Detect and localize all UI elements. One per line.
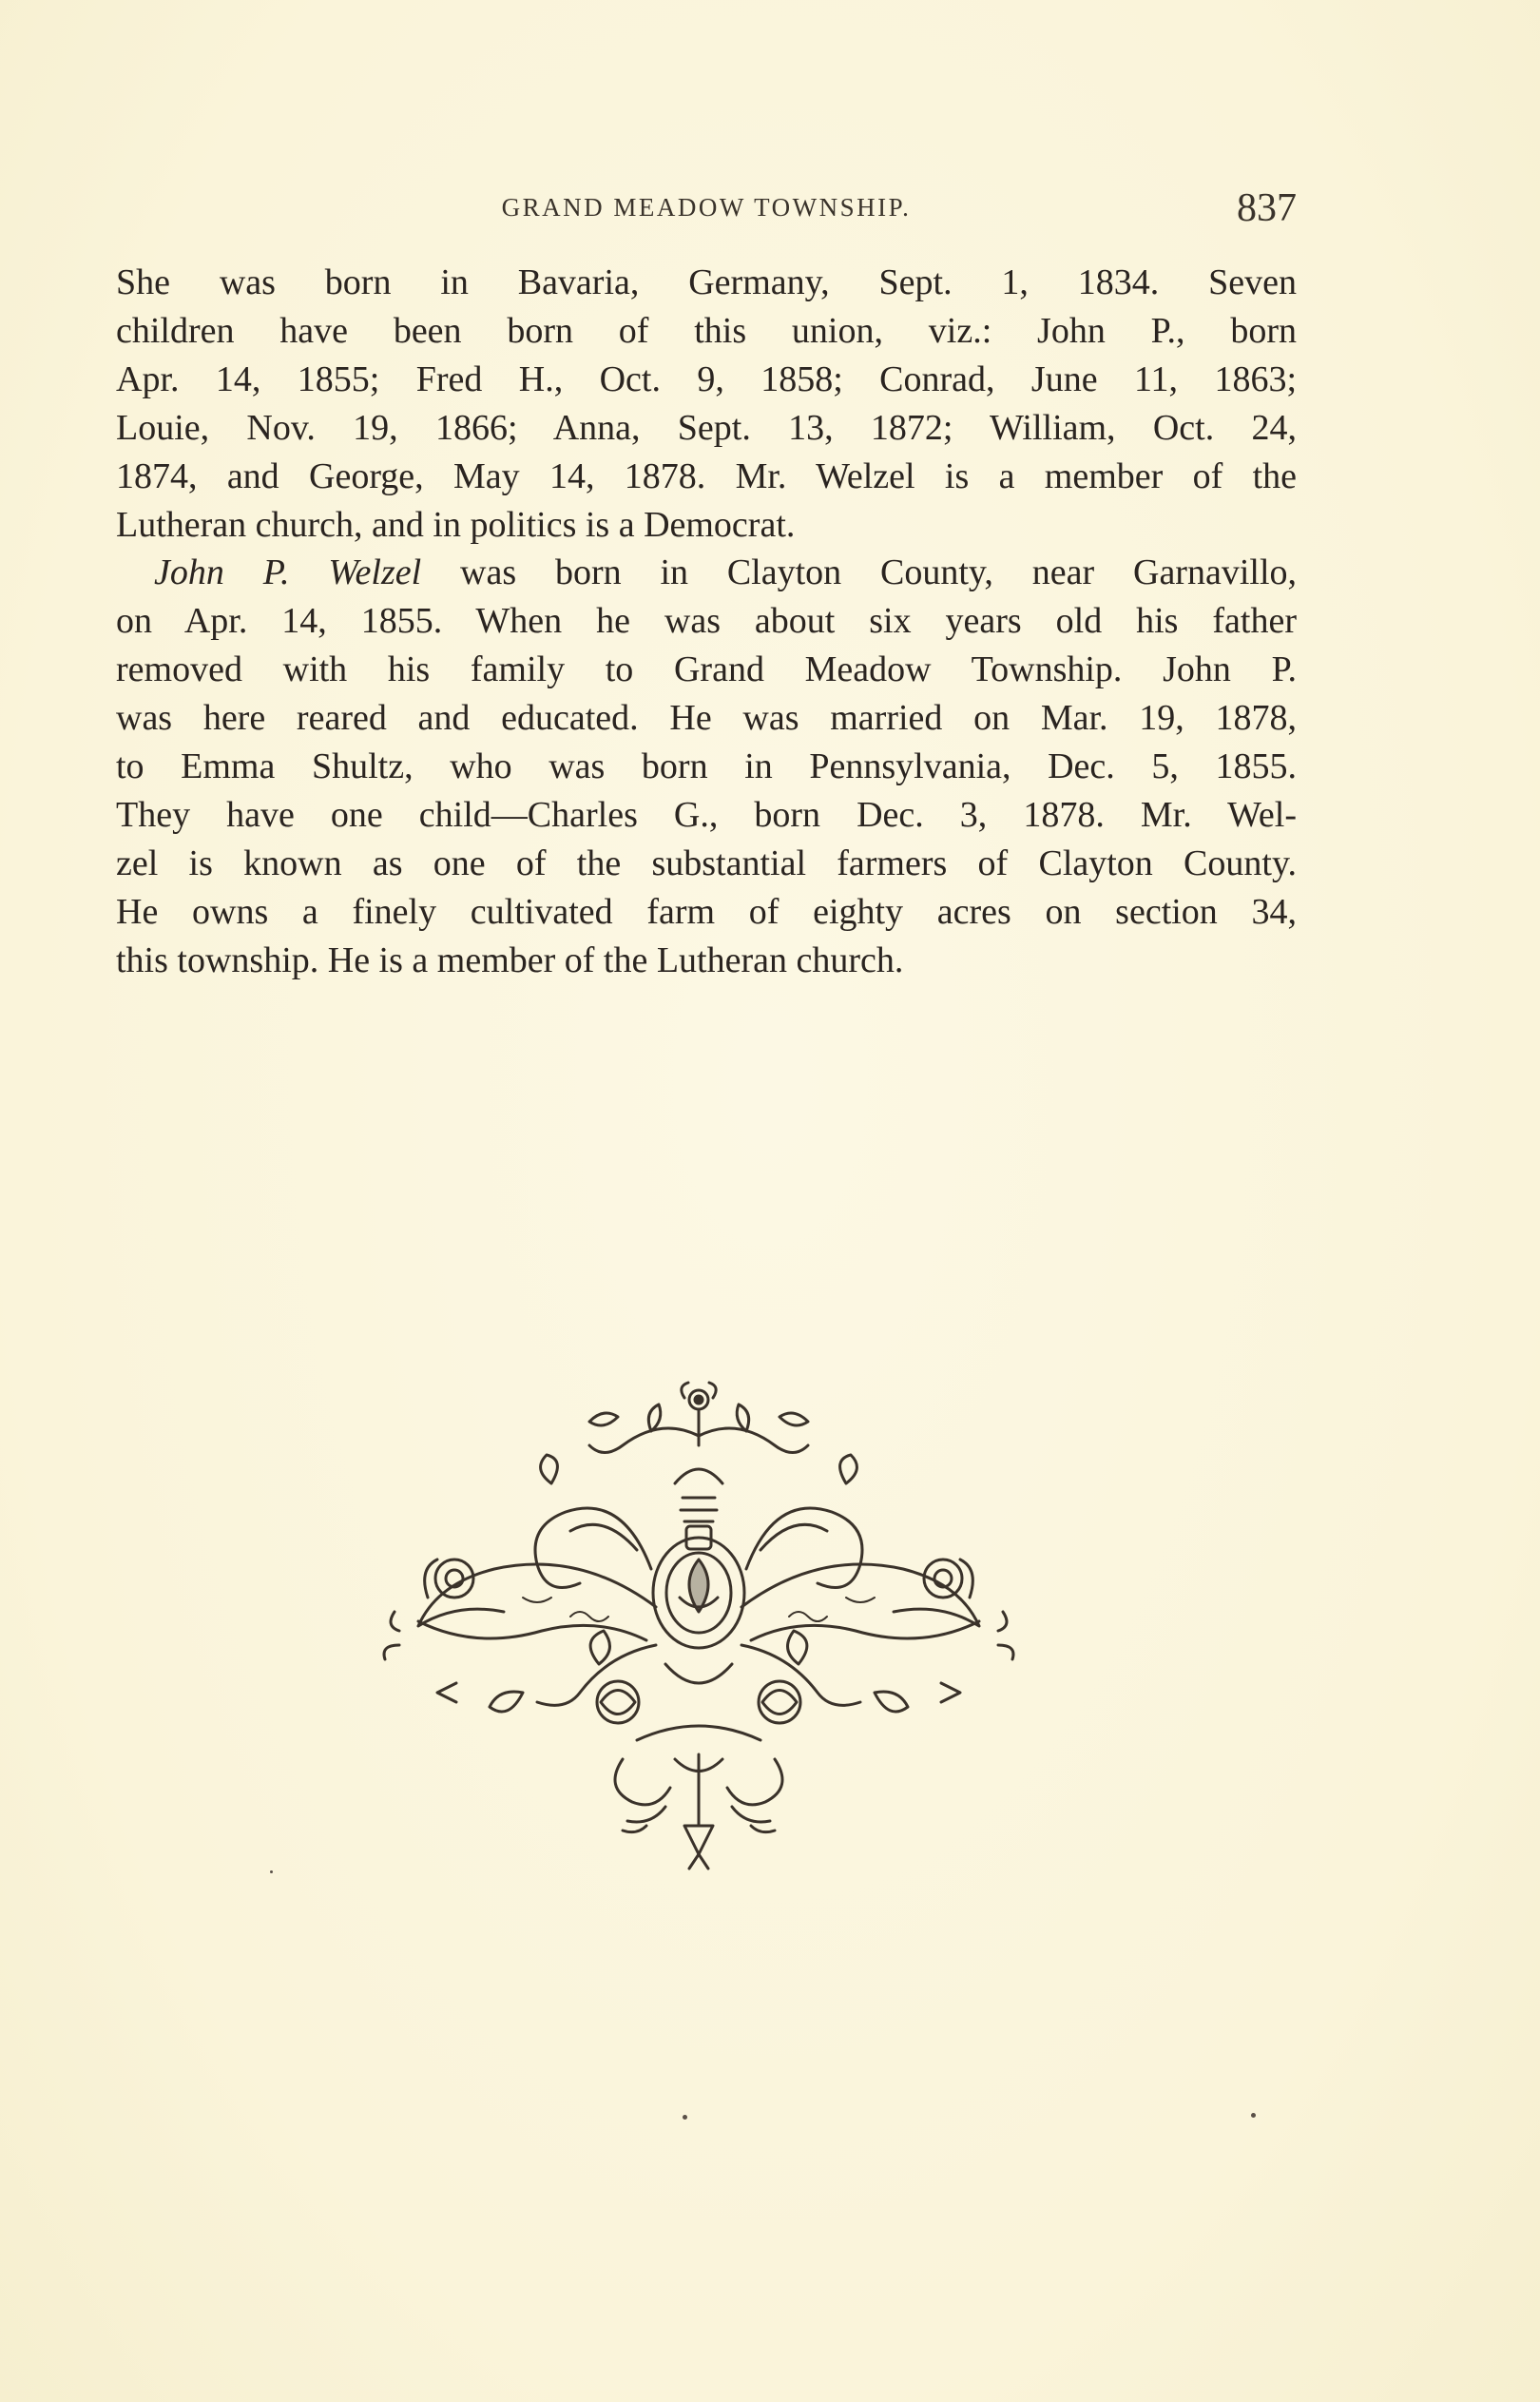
print-speck [1251, 2113, 1256, 2118]
body-text [116, 259, 1297, 985]
text-line: to Emma Shultz, who was born in Pennsylvania, Dec. 5, 1855. [116, 746, 1297, 787]
text-line: removed with his family to Grand Meadow Township. John P. [116, 649, 1297, 690]
text-line: 1874, and George, May 14, 1878. Mr. Welzel is a member of the [116, 455, 1297, 496]
text-fragment: was born in Clayton County, near Garnavillo, [421, 552, 1298, 593]
text-line: She was born in Bavaria, Germany, Sept. 1, 1834. Seven [116, 262, 1297, 302]
person-name: John P. Welzel [154, 552, 422, 593]
text-line: He owns a finely cultivated farm of eighty acres on section 34, [116, 891, 1297, 932]
text-line: Louie, Nov. 19, 1866; Anna, Sept. 13, 1872; William, Oct. 24, [116, 407, 1297, 448]
print-speck [683, 2115, 687, 2120]
print-speck [270, 1870, 273, 1873]
running-head [116, 185, 1297, 233]
page-number: 837 [1237, 186, 1297, 230]
text-line: was here reared and educated. He was married on Mar. 19, 1878, [116, 698, 1297, 739]
running-title: GRAND MEADOW TOWNSHIP. [501, 193, 912, 222]
text-line [116, 549, 1297, 597]
text-line: Apr. 14, 1855; Fred H., Oct. 9, 1858; Conrad, June 11, 1863; [116, 358, 1297, 399]
floral-tailpiece-ornament-icon [380, 1379, 1017, 1873]
paragraph-2 [116, 549, 1297, 984]
paragraph-1 [116, 259, 1297, 549]
text-line: children have been born of this union, viz.: John P., born [116, 310, 1297, 351]
text-line: this township. He is a member of the Lutheran church. [116, 939, 904, 980]
text-line: They have one child—Charles G., born Dec. 3, 1878. Mr. Wel- [116, 794, 1297, 835]
text-line: zel is known as one of the substantial farmers of Clayton County. [116, 843, 1297, 883]
text-line: on Apr. 14, 1855. When he was about six years old his father [116, 601, 1297, 642]
text-line: Lutheran church, and in politics is a Democrat. [116, 504, 796, 545]
